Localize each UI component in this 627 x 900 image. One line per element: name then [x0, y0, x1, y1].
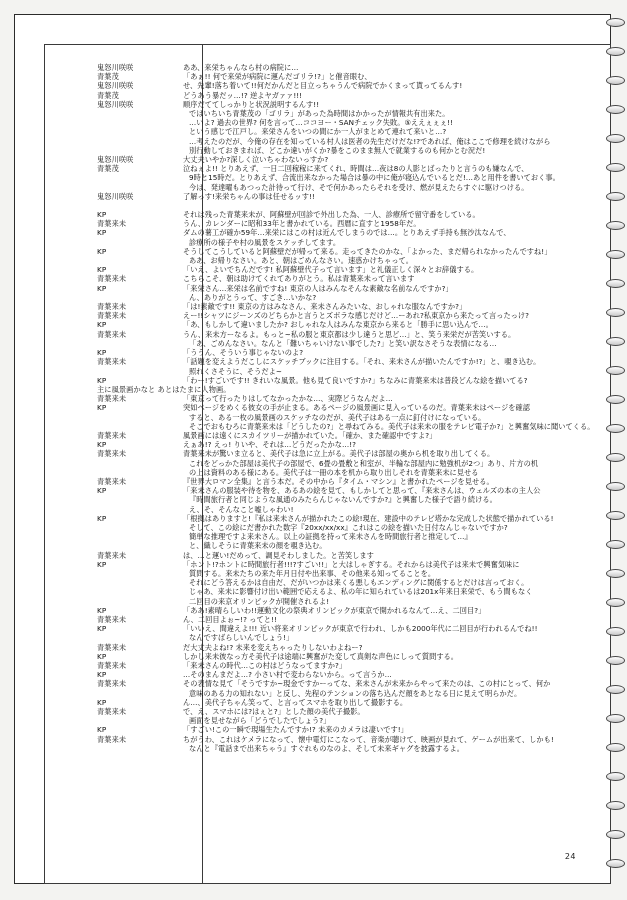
- speaker-name: 鬼怒川咲咲: [97, 191, 134, 201]
- script-line: [45, 468, 610, 477]
- dialogue-text: その表情な見て「そうですか~現金ですかーってな、来未さんが未来からやって来たのは、この村にとって、何か: [183, 679, 551, 689]
- script-body: [45, 45, 610, 753]
- speaker-name: KP: [97, 265, 107, 275]
- script-line: [45, 265, 610, 274]
- script-line: [45, 735, 610, 744]
- script-line: [45, 81, 610, 90]
- dialogue-text: …考えたのだが、今俺の存在を知っている村人は医者の先生だけだな!?であれば、俺はここで修理を続けながら: [189, 136, 551, 146]
- dialogue-text: どうあう暴だッ…!? 逆よヤガァァ!!!: [183, 90, 303, 100]
- dialogue-text: 順序だててしっかりと状況説明するんす!!: [183, 99, 320, 109]
- speaker-name: KP: [97, 228, 107, 238]
- script-line: [45, 716, 610, 725]
- speaker-name: KP: [97, 403, 107, 413]
- script-line: [45, 100, 610, 109]
- spiral-ring: [606, 540, 625, 549]
- spiral-ring: [606, 482, 625, 491]
- spiral-ring: [606, 685, 625, 694]
- section-gap: [45, 201, 610, 210]
- script-line: [45, 183, 610, 192]
- speaker-name: 鬼怒川咲咲: [97, 99, 134, 109]
- spiral-ring: [606, 424, 625, 433]
- dialogue-text: なんと『電話まで出来ちゃう』すぐれものなのよ、そして未来ギャグを披露するよ。: [189, 743, 465, 753]
- dialogue-text: 「あぁ!! 何で来栄が病院に運んだゴリラ!?」と催音眼む、: [183, 72, 372, 82]
- speaker-name: 鬼怒川咲咲: [97, 81, 134, 91]
- dialogue-text: ん、二回目よぉ~!? ってと!!: [183, 614, 277, 624]
- speaker-name: KP: [97, 440, 107, 450]
- dialogue-text: しかし来未彼なっ方そ美代子は途端に興奮がた変して真剣な声色にしって質問する。: [183, 651, 459, 661]
- script-line: [45, 606, 610, 615]
- speaker-name: 青葉来未: [97, 476, 127, 486]
- spiral-ring: [606, 47, 625, 56]
- spiral-ring: [606, 714, 625, 723]
- script-line: [45, 523, 610, 532]
- spiral-ring: [606, 192, 625, 201]
- script-line: [45, 679, 610, 688]
- speaker-name: 青葉来未: [97, 430, 127, 440]
- dialogue-text: ああ、お帰りなさい。あと、朝はごめんなさい。速惑かけちゃって。: [189, 256, 413, 266]
- script-line: [45, 302, 610, 311]
- script-line: [45, 330, 610, 339]
- dialogue-text: と、織しそうに青葉来未の顔を覗き込む。: [189, 541, 327, 551]
- dialogue-text: 「いいえ、間違えよ!!! 近い将来オリンピックが東京で行われ、しかも2000年代に二回目が行われるんでね!!: [183, 624, 538, 634]
- dialogue-text: 「ううん、そういう事じゃないのよ?: [183, 348, 304, 358]
- script-line: [45, 403, 610, 412]
- script-line: [45, 643, 610, 652]
- script-line: [45, 348, 610, 357]
- dialogue-text: ん、ありがとうって、すごき…いかな?: [189, 292, 317, 302]
- script-line: [45, 109, 610, 118]
- script-line: [45, 413, 610, 422]
- dialogue-text: 「わー!すごいです!! きれいな風景。他も見て良いですか?」ちなみに青葉来未は普段どんな絵を描いてる?: [183, 375, 528, 385]
- speaker-name: 青葉来未: [97, 614, 127, 624]
- page-frame: [14, 14, 611, 884]
- dialogue-text: 風景画には遠くにスカイツリーが描かれていた。「確か、また確認中ですよ?」: [183, 430, 437, 440]
- script-line: [45, 376, 610, 385]
- script-line: [45, 192, 610, 201]
- script-line: [45, 532, 610, 541]
- spiral-ring: [606, 279, 625, 288]
- script-line: [45, 587, 610, 596]
- spiral-ring: [606, 250, 625, 259]
- dialogue-text: 「来未さんの服装や待を物を、あるあの絵を見て、もしかしてと思って、『来未さんは、ウェルズの本の主人公: [183, 486, 541, 496]
- spiral-ring: [606, 627, 625, 636]
- script-line: [45, 477, 610, 486]
- spiral-ring: [606, 395, 625, 404]
- dialogue-text: ちがうわ、これはケメラになって、懐中電灯にこなって、音楽が聴けて、映画が見れて、ゲームが出来て、しかも!: [183, 734, 554, 744]
- dialogue-text: ああ、来栄ちゃんなら村の病院に…: [183, 63, 299, 72]
- dialogue-text: じゃあ、来未に影響付け出い範囲で応えるよ、私の年に知られているは201x年来日来栄で、もう間もなく: [189, 587, 533, 597]
- script-line: [45, 293, 610, 302]
- spiral-ring: [606, 569, 625, 578]
- script-line: [45, 284, 610, 293]
- dialogue-text: それは残った青葉来未が、阿蘇壁が回診で外出した為、一人、診療所で留守番をしている。: [183, 210, 480, 220]
- speaker-name: 青葉来未: [97, 274, 127, 284]
- dialogue-text: 「来栄さん…来栄は名前ですね! 東京の人はみんなそんな素敵な名前なんですか?」: [183, 283, 453, 293]
- dialogue-text: 診療所の様子や村の風景をスケッチしてます。: [189, 237, 341, 247]
- speaker-name: KP: [97, 725, 107, 735]
- script-line: [45, 633, 610, 642]
- script-line: [45, 670, 610, 679]
- script-line: [45, 440, 610, 449]
- speaker-name: 青葉来未: [97, 661, 127, 670]
- speaker-name: 青葉来未: [97, 394, 127, 404]
- script-line: [45, 146, 610, 155]
- spiral-binding: [607, 18, 627, 882]
- spiral-ring: [606, 105, 625, 114]
- script-line: [45, 173, 610, 182]
- script-line: [45, 459, 610, 468]
- dialogue-text: そうしてこうしていると阿蘇壁だが帰って来る。走ってきたのかな、「よかった、まだ帰られなかったんですね!」: [183, 246, 552, 256]
- speaker-name: KP: [97, 670, 107, 680]
- dialogue-text: ではいちいち青葉茂の「ゴリラ」があった為時間はかかったが情報共有出来た。: [189, 109, 450, 119]
- script-line: [45, 357, 610, 366]
- dialogue-text: 大丈夫いやか?深しく泣いちゃわないっすか?: [183, 155, 329, 165]
- script-line: [45, 725, 610, 734]
- spiral-ring: [606, 598, 625, 607]
- script-line: [45, 274, 610, 283]
- script-line: [45, 367, 610, 376]
- speaker-name: KP: [97, 246, 107, 256]
- dialogue-text: せ、先輩!落ち着いて!!何だかんだと目立っちゃうんで病院でかくまって貰ってるんす!: [183, 81, 463, 91]
- dialogue-text: そして、この絵にだ書かれた数字『20xx/xx/xx』これはこの絵を描いた日付なんじゃないですか?: [189, 522, 508, 532]
- script-line: [45, 514, 610, 523]
- script-line: [45, 486, 610, 495]
- speaker-name: 青葉来未: [97, 734, 127, 744]
- speaker-name: KP: [97, 320, 107, 330]
- dialogue-text: これをどっかた部屋は美代子の部屋で、6畳の畳敷と和室が、半輪な部屋内に勉強机が2つ」あり、片方の机: [189, 458, 539, 468]
- speaker-name: 青葉来未: [97, 679, 127, 689]
- script-line: [45, 422, 610, 431]
- dialogue-text: 照れくさそうに、そうだよ~: [189, 366, 282, 376]
- script-line: [45, 744, 610, 753]
- dialogue-text: 二回目の来京オリンピックが開催されるよ!: [189, 596, 330, 606]
- speaker-name: KP: [97, 697, 107, 707]
- spiral-ring: [606, 337, 625, 346]
- spiral-ring: [606, 743, 625, 752]
- dialogue-text: 「来未さんの時代…この村はどうなってますか?」: [183, 661, 347, 670]
- speaker-name: KP: [97, 375, 107, 385]
- spiral-ring: [606, 801, 625, 810]
- script-line: [45, 339, 610, 348]
- script-line: [45, 495, 610, 504]
- dialogue-text: 「ホント!?ホントに時間旅行者!!!?すごい!!」と大はしゃぎする。それからは美代子は来未で興奮気味に: [183, 559, 520, 569]
- spiral-ring: [606, 134, 625, 143]
- speaker-name: 青葉茂: [97, 164, 119, 174]
- script-line: [45, 63, 610, 72]
- dialogue-text: ん…、美代子ちゃん笑って、と言ってスマホを取り出して撮影する。: [183, 697, 408, 707]
- spiral-ring: [606, 656, 625, 665]
- spiral-ring: [606, 366, 625, 375]
- script-line: [45, 431, 610, 440]
- script-text-frame: [44, 44, 611, 884]
- script-line: [45, 597, 610, 606]
- dialogue-text: それにどう答えるかは自由だ、だがいつかは来くる悪しもエンディングに関係するとだけは言っておく。: [189, 578, 529, 588]
- speaker-name: KP: [97, 486, 107, 496]
- dialogue-text: 「いえ、よいでちんだです! 私阿蘇壁代子って言います」と礼儀正しく深々とお辞儀する。: [183, 265, 479, 275]
- speaker-name: KP: [97, 651, 107, 661]
- speaker-name: 鬼怒川咲咲: [97, 155, 134, 165]
- script-line: [45, 228, 610, 237]
- dialogue-text: えぁあ!? えっ! りいや、それは…どうだったかな…!?: [183, 440, 357, 450]
- speaker-name: 青葉茂: [97, 72, 119, 82]
- dialogue-text: 質問する。来未たちの来た年月日付や出来事、その他来る知ってることを。: [189, 568, 436, 578]
- page-number: 24: [564, 852, 576, 861]
- script-line: [45, 127, 610, 136]
- dialogue-text: 「話題を変えようだこしにスケッチブックに注目する。「それ、来未さんが描いたんですか!?」と、覗き込む。: [183, 357, 541, 367]
- speaker-name: 青葉来未: [97, 302, 127, 312]
- dialogue-text: の上は資料のある様にある。美代子は一冊の本を机から取り出しそれを青葉来未に見せる: [189, 467, 479, 477]
- script-line: [45, 118, 610, 127]
- dialogue-text: 突如ページをめくる彼女の手が止まる。あるページの風景画に見入っているのだ。青葉来未はページを確認: [183, 403, 530, 413]
- script-line: [45, 449, 610, 458]
- speaker-name: KP: [97, 348, 107, 358]
- script-line: [45, 320, 610, 329]
- dialogue-text: で、え、スマホには?はぇと?」とした顔の美代子撮影。: [183, 707, 365, 717]
- dialogue-text: 画面を見せながら「どうでしたでしょう?」: [189, 716, 331, 726]
- speaker-name: 青葉来未: [97, 642, 127, 652]
- spiral-ring: [606, 830, 625, 839]
- spiral-ring: [606, 511, 625, 520]
- dialogue-text: は、…と運い!だめって、調見そわしました。と苦笑します: [183, 550, 374, 560]
- speaker-name: 鬼怒川咲咲: [97, 63, 134, 72]
- dialogue-text: …そのまんまだよ…? 小さい村で変わらないから。って言うか…: [183, 670, 392, 680]
- dialogue-text: 了解っす!来栄ちゃんの事は任せるッす!!: [183, 191, 315, 201]
- dialogue-text: えー!!シャツにジーンズのどちらかと言うとズボラな感じだけど…ーあれ?私東京から来たって言ったっけ?: [183, 311, 530, 321]
- speaker-name: 主に風景画かなと あとはたまに人物画。: [97, 384, 231, 394]
- speaker-name: KP: [97, 624, 107, 634]
- script-line: [45, 72, 610, 81]
- dialogue-text: 簡単な推理ですよ来未さん。以上の証拠を持って来未さんを時間旅行者と推定して…』: [189, 532, 472, 542]
- dialogue-text: 別行動しておきまれば、どこか違いがくか?暴をこのまま無人で就業するのも何かとむ況だ!: [189, 145, 486, 155]
- script-line: [45, 91, 610, 100]
- speaker-name: 青葉来未: [97, 311, 127, 321]
- spiral-ring: [606, 221, 625, 230]
- dialogue-text: 意味のある力の知れない」と反し、先程のテンションの落ち込んだ顔をあとなる日に見えて明らかだ。: [189, 688, 522, 698]
- script-line: [45, 578, 610, 587]
- script-line: [45, 615, 610, 624]
- script-line: [45, 624, 610, 633]
- dialogue-text: そこでおもむろに青葉来未は「どうしたの?」と尋ねてみる。美代子は来未の服をテレビ電子か?」と興奮気味に聞いてくる。: [189, 421, 595, 431]
- script-line: [45, 569, 610, 578]
- dialogue-text: こちらこそ、朝は助けてくれてありがとう。私は青葉来未って言います: [183, 274, 415, 284]
- spiral-ring: [606, 772, 625, 781]
- spiral-ring: [606, 163, 625, 172]
- dialogue-text: 「東京って行ったりはしてなかったかな…、実際どうなんだよ…: [183, 394, 393, 404]
- dialogue-text: 『時間旅行者と同じような風通のみたらんじゃないんですか?』と興奮した様子で語り続ける。: [189, 495, 497, 505]
- script-line: [45, 247, 610, 256]
- dialogue-text: 『世界大ロマン全集』と言う本だ。その中から『タイム・マシン』と書かれたページを見せる。: [183, 476, 494, 486]
- dialogue-text: 「あ、もしかして違いましたか? おしゃれな人はみんな東京から来ると「勝手に思い込んで…。: [183, 320, 493, 330]
- script-line: [45, 164, 610, 173]
- speaker-name: KP: [97, 559, 107, 569]
- dialogue-text: 「根拠はありますと!『私は来未さんが描かれたこの絵!現在、建設中のテレビ塔かな完成した状態で描かれている!: [183, 513, 554, 523]
- speaker-name: KP: [97, 283, 107, 293]
- script-line: [45, 219, 610, 228]
- dialogue-text: …いよ? 過去の世界? 何を言って…ココヨー・SANチェック失敗。⑤ええぇぇぇ!!: [189, 118, 454, 128]
- spiral-ring: [606, 18, 625, 27]
- speaker-name: 青葉来未: [97, 449, 127, 459]
- speaker-name: KP: [97, 513, 107, 523]
- dialogue-text: うん、来未方ーなるよ。もっと~私の服と東京都は少し違うと思ど…」と、笑う来栄だが苦笑いする。: [183, 329, 516, 339]
- script-line: [45, 551, 610, 560]
- dialogue-text: 泣ねぇよ!! とりあえず、一日二回稼稼に来てくれ、時間は…夜は8の人影とばったりと言うのも嫌なんで、: [183, 164, 529, 174]
- dialogue-text: だ大丈夫よね!? 未来を変えちゃったりしないわよねー?: [183, 642, 363, 652]
- dialogue-text: なんですばらしいんでしょう!」: [189, 633, 294, 643]
- spiral-ring: [606, 76, 625, 85]
- script-line: [45, 238, 610, 247]
- script-line: [45, 155, 610, 164]
- script-line: [45, 505, 610, 514]
- script-line: [45, 652, 610, 661]
- script-line: [45, 385, 610, 394]
- script-line: [45, 698, 610, 707]
- speaker-name: 青葉来未: [97, 707, 127, 717]
- dialogue-text: 今は、発達曜もあつった計待って行け、そで何かあったらそれを受け、燃が見えたらすぐに駆けつける。: [189, 182, 529, 192]
- dialogue-text: 「すごい!この一瞬で現場生たんですか!? 未来のカメラは凄いです!」: [183, 725, 408, 735]
- script-line: [45, 311, 610, 320]
- dialogue-text: という感じで江戸し。来栄さんをいつの間にか一人がまとめて連れて来いと…?: [189, 127, 447, 137]
- dialogue-text: 9時と15時だ。とりあえず、合流出来なかった場合は暴の中に俺が寝込んでいるとだ!…あと用件を書いておく事。: [189, 173, 560, 183]
- speaker-name: 青葉茂: [97, 90, 119, 100]
- dialogue-text: うん、カレンダーに昭和33年と書かれている。西暦に直すと1958年だ。: [183, 219, 421, 229]
- script-line: [45, 661, 610, 670]
- script-line: [45, 210, 610, 219]
- dialogue-text: 「は!素敵です!! 東京の方はみなさん、来未さんみたいな、おしゃれな服なんですか?」: [183, 302, 467, 312]
- script-line: [45, 541, 610, 550]
- dialogue-text: ダムの薯工が確か59年…来栄にはこの村は近んでしまうのでは…。とりあえず手持も無沙汰なんで、: [183, 228, 511, 238]
- speaker-name: 青葉来未: [97, 357, 127, 367]
- dialogue-text: 青葉来未が驚いま立ると、美代子は急に立上がる。美代子は部屋の奥から机を取り出してくる。: [183, 449, 495, 459]
- script-line: [45, 707, 610, 716]
- spiral-ring: [606, 859, 625, 868]
- script-line: [45, 560, 610, 569]
- spiral-ring: [606, 453, 625, 462]
- spiral-ring: [606, 308, 625, 317]
- speaker-name: 青葉来未: [97, 550, 127, 560]
- dialogue-text: え、そ、そんなこと嘘しゃわい!: [189, 504, 294, 514]
- dialogue-text: 「ああ!素晴らしいわ!!運動文化の祭典オリンピックが東京で開かれるなんて…え、二回目?」: [183, 605, 486, 615]
- script-line: [45, 689, 610, 698]
- dialogue-text: すると、ある一枚の風景画のスケッチなのだが、美代子はある一点に釘付けになっている。: [189, 412, 486, 422]
- script-line: [45, 137, 610, 146]
- script-line: [45, 256, 610, 265]
- speaker-name: 青葉来未: [97, 329, 127, 339]
- dialogue-text: 「あ、ごめんなさい。なんと「難いちゃいけない事でした?」と笑い訳なさそうな表情になる…: [189, 338, 497, 348]
- speaker-name: 青葉来未: [97, 219, 127, 229]
- speaker-name: KP: [97, 210, 107, 220]
- script-line: [45, 394, 610, 403]
- speaker-name: KP: [97, 605, 107, 615]
